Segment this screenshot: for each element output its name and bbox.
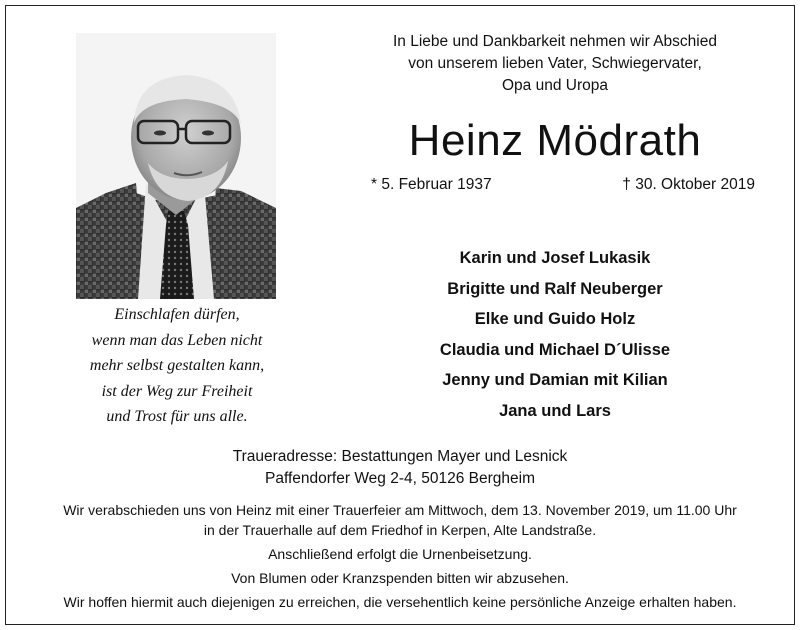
- intro-line: von unserem lieben Vater, Schwiegervater,: [408, 55, 702, 72]
- notice-line: Wir hoffen hiermit auch diejenigen zu erreichen, die versehentlich keine persönliche Anzeige erhalten haben.: [63, 594, 737, 610]
- address-line: Traueradresse: Bestattungen Mayer und Lesnick: [232, 448, 568, 465]
- notice-line: in der Trauerhalle auf dem Friedhof in Kerpen, Alte Landstraße.: [203, 522, 597, 538]
- memorial-poem: [62, 302, 292, 430]
- funeral-notice: [10, 500, 790, 612]
- intro-line: In Liebe und Dankbarkeit nehmen wir Abschied: [393, 33, 717, 50]
- portrait-photo: [76, 33, 276, 299]
- death-date: † 30. Oktober 2019: [622, 176, 755, 193]
- intro-text: [355, 31, 755, 97]
- address-line: Paffendorfer Weg 2-4, 50126 Bergheim: [265, 470, 535, 487]
- mourning-address: [180, 446, 620, 490]
- poem-line: mehr selbst gestalten kann,: [89, 357, 265, 374]
- birth-date: * 5. Februar 1937: [371, 176, 492, 193]
- poem-line: ist der Weg zur Freiheit: [101, 382, 253, 400]
- mourner-entry: Karin und Josef Lukasik: [459, 249, 651, 267]
- notice-line: Anschließend erfolgt die Urnenbeisetzung.: [268, 546, 532, 562]
- mourner-entry: Elke und Guido Holz: [474, 310, 636, 328]
- deceased-name: Heinz Mödrath: [408, 116, 702, 165]
- mourner-entry: Jenny und Damian mit Kilian: [442, 371, 668, 389]
- notice-line: Wir verabschieden uns von Heinz mit einer Trauerfeier am Mittwoch, dem 13. November 2019, um 11.00 Uhr: [63, 502, 737, 518]
- notice-line: Von Blumen oder Kranzspenden bitten wir abzusehen.: [231, 570, 569, 586]
- mourners-list: [355, 243, 755, 426]
- mourner-entry: Brigitte und Ralf Neuberger: [447, 279, 663, 298]
- poem-line: wenn man das Leben nicht: [91, 331, 263, 349]
- mourner-entry: Jana und Lars: [499, 401, 611, 420]
- intro-line: Opa und Uropa: [502, 77, 608, 94]
- poem-line: Einschlafen dürfen,: [114, 306, 240, 323]
- mourner-entry: Claudia und Michael D´Ulisse: [439, 340, 671, 359]
- poem-line: und Trost für uns alle.: [106, 408, 248, 425]
